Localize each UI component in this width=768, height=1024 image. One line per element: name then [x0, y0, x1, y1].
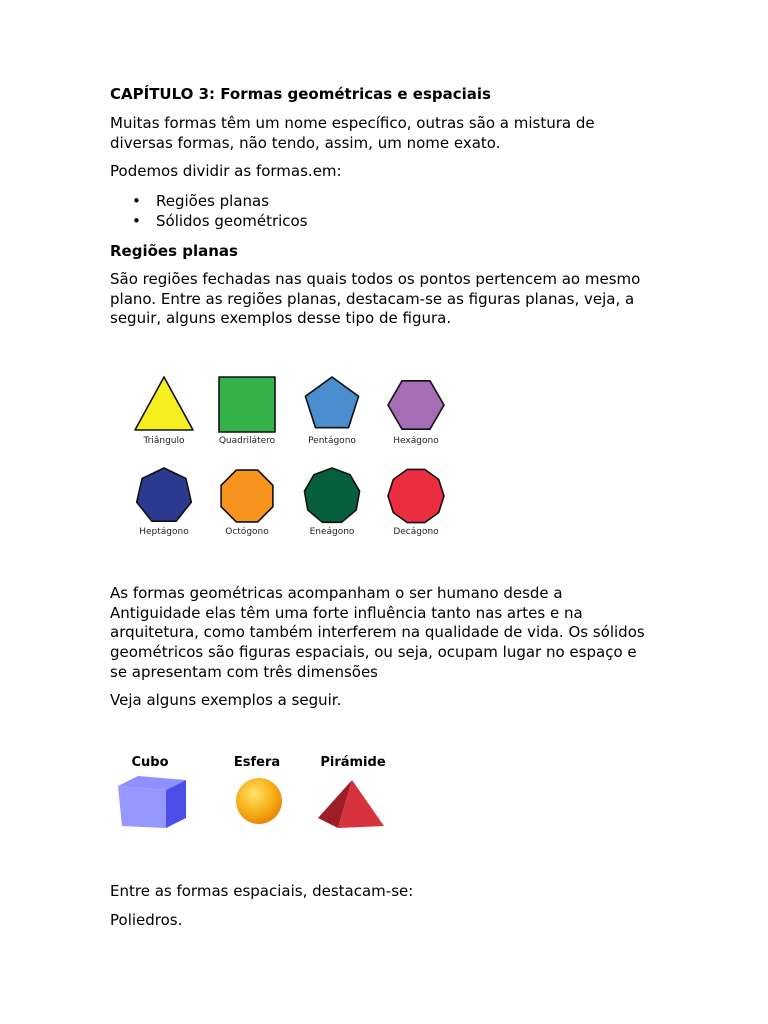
plane-figures-svg [120, 365, 460, 545]
chapter-title: CAPÍTULO 3: Formas geométricas e espaciais [110, 85, 491, 103]
enneagon-icon [304, 468, 359, 522]
triangle-label: Triângulo [143, 436, 185, 446]
list-item [110, 211, 308, 231]
hexagon-label: Hexágono [393, 436, 439, 446]
enneagon-label: Eneágono [309, 527, 355, 537]
pyramid-label: Pirámide [320, 755, 386, 770]
planas-paragraph: São regiões fechadas nas quais todos os pontos pertencem ao mesmo plano. Entre as regiões planas, destacam-se as figuras planas, veja, a seguir, alguns exemplos desse tipo de figura. [110, 270, 641, 328]
square-icon [219, 377, 275, 432]
square-label: Quadrilátero [218, 436, 276, 446]
section-title: Regiões planas [110, 242, 238, 260]
sphere-icon [236, 778, 282, 824]
octagon-icon [221, 470, 273, 522]
solid-figures-image [110, 746, 410, 840]
cube-icon [118, 776, 186, 828]
pentagon-label: Pentágono [308, 436, 356, 446]
bullet-icon: • [132, 192, 141, 210]
list-item [110, 191, 308, 211]
plane-figures-image [120, 365, 460, 549]
entre-paragraph: Entre as formas espaciais, destacam-se: [110, 882, 414, 900]
triangle-icon [135, 377, 193, 430]
pentagon-icon [305, 377, 358, 428]
list-item-label: Sólidos geométricos [156, 212, 308, 230]
solid-figures-svg [110, 746, 410, 836]
hexagon-icon [388, 381, 444, 429]
decagon-label: Decágono [393, 527, 439, 537]
octagon-label: Octógono [225, 527, 269, 537]
heptagon-icon [137, 468, 192, 521]
pyramid-icon [318, 780, 384, 828]
intro-paragraph: Muitas formas têm um nome específico, outras são a mistura de diversas formas, não tendo, assim, um nome exato. [110, 114, 595, 152]
cube-label: Cubo [131, 755, 169, 770]
bullet-icon: • [132, 212, 141, 230]
veja-paragraph: Veja alguns exemplos a seguir. [110, 691, 342, 709]
formas-paragraph: As formas geométricas acompanham o ser humano desde a Antiguidade elas têm uma forte influência tanto nas artes e na arquitetura, como também interferem na qualidade de vida. Os sólidos geométricos são figuras espaciais, ou seja, ocupam lugar no espaço e se apresentam com três dimensões [110, 584, 645, 681]
sphere-label: Esfera [233, 755, 281, 770]
list-item-label: Regiões planas [156, 192, 270, 210]
decagon-icon [388, 469, 444, 522]
poliedros-paragraph: Poliedros. [110, 911, 183, 929]
shape-categories-list [110, 191, 308, 231]
divide-paragraph: Podemos dividir as formas.em: [110, 162, 342, 180]
heptagon-label: Heptágono [139, 527, 189, 537]
